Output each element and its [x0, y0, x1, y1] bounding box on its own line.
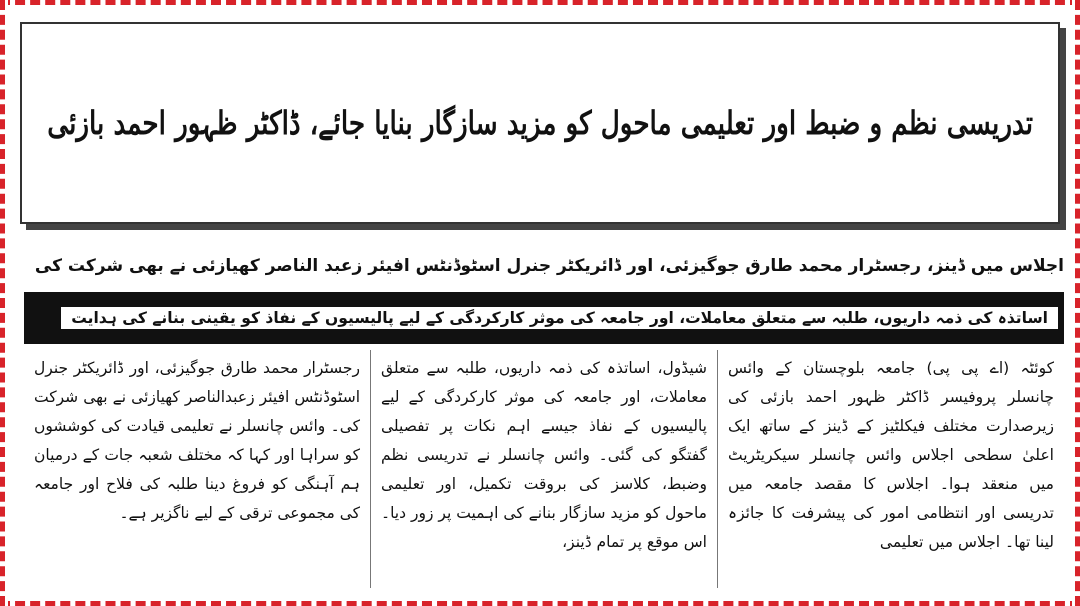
- headline-box: [20, 22, 1060, 224]
- article-column-2: شیڈول، اساتذہ کی ذمہ داریوں، طلبہ سے متعلق معاملات، اور جامعہ کی موثر کارکردگی کے لیے پالیسیوں کے نفاذ جیسے اہم نکات پر تفصیلی گفتگو کی گئی۔ وائس چانسلر نے تدریسی نظم وضبط، کلاسز کی بروقت تکمیل، اور تعلیمی ماحول کو مزید سازگار بنانے کی اہمیت پر زور دیا۔ اس موقع پر تمام ڈینز،: [371, 350, 718, 588]
- article-column-1: کوئٹہ (اے پی پی) جامعہ بلوچستان کے وائس چانسلر پروفیسر ڈاکٹر ظہور احمد بازئی کی زیرصدارت مختلف فیکلٹیز کے ڈینز کے ساتھ ایک اعلیٰ سطحی اجلاس وائس چانسلر سیکریٹریٹ میں منعقد ہوا۔ اجلاس کا مقصد جامعہ میں تدریسی اور انتظامی امور کی پیشرفت کا جائزہ لینا تھا۔ اجلاس میں تعلیمی: [728, 359, 1054, 551]
- dashed-border-left: [0, 0, 8, 606]
- subheadline: اجلاس میں ڈینز، رجسٹرار محمد طارق جوگیزئی، اور ڈائریکٹر جنرل اسٹوڈنٹس افیئر زعبد الناصر کھیازئی نے بھی شرکت کی: [34, 256, 1064, 276]
- highlight-bar: [24, 292, 1064, 344]
- highlight-bar-text: اساتذہ کی ذمہ داریوں، طلبہ سے متعلق معاملات، اور جامعہ کی موثر کارکردگی کے لیے پالیسیوں کے نفاذ کو یقینی بنانے کی ہدایت: [61, 307, 1058, 329]
- dashed-border-right: [1072, 0, 1080, 606]
- dashed-border-top: [0, 0, 1080, 8]
- dashed-border-bottom: [0, 598, 1080, 606]
- headline: تدریسی نظم و ضبط اور تعلیمی ماحول کو مزید سازگار بنایا جائے، ڈاکٹر ظہور احمد بازئی: [47, 103, 1033, 142]
- article-column-3: رجسٹرار محمد طارق جوگیزئی، اور ڈائریکٹر جنرل اسٹوڈنٹس افیئر زعبدالناصر کھیازئی نے بھی شرکت کی۔ وائس چانسلر نے تعلیمی قیادت کی کوششوں کو سراہا اور کہا کہ مختلف شعبہ جات کے درمیان ہم آہنگی کو فروغ دینا طلبہ کی فلاح اور جامعہ کی مجموعی ترقی کے لیے ناگزیر ہے۔: [24, 350, 371, 588]
- article-columns: [24, 350, 1064, 588]
